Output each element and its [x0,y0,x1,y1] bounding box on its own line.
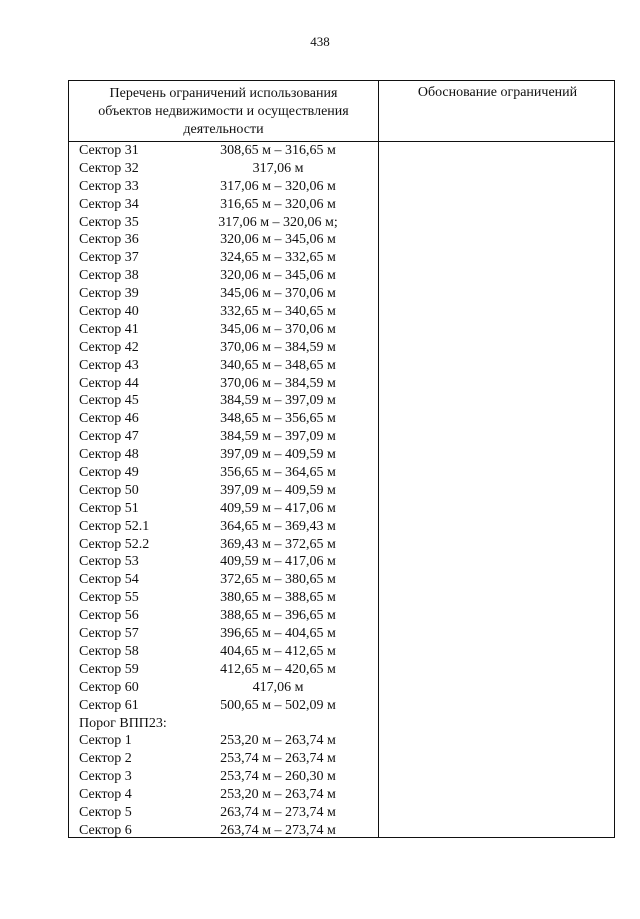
row-range: 397,09 м – 409,59 м [220,482,336,498]
row-label: Сектор 51 [79,500,139,516]
row-label: Сектор 52.2 [79,536,150,552]
table-row [79,178,375,196]
row-label: Сектор 5 [79,804,132,820]
row-label: Сектор 42 [79,339,139,355]
row-label: Сектор 4 [79,787,132,803]
row-range: 370,06 м – 384,59 м [220,339,336,355]
row-range: 412,65 м – 420,65 м [220,661,336,677]
table-row [79,285,375,303]
table-row [79,786,375,804]
row-range: 370,06 м – 384,59 м [220,375,336,391]
table-row [79,375,375,393]
table-row [79,321,375,339]
table-row [79,625,375,643]
table-row [79,697,375,715]
table-row [79,661,375,679]
header-left-line: объектов недвижимости и осуществления [98,104,349,119]
row-label: Сектор 1 [79,733,132,749]
row-range: 356,65 м – 364,65 м [220,465,336,481]
table-row [79,482,375,500]
row-label: Сектор 45 [79,393,139,409]
table-row [79,410,375,428]
header-restrictions-list [69,81,378,139]
row-label: Сектор 60 [79,679,139,695]
table-row [79,518,375,536]
table-row [79,715,375,733]
row-label: Сектор 32 [79,160,139,176]
row-label: Сектор 36 [79,232,139,248]
row-label: Сектор 40 [79,304,139,320]
table-row [79,643,375,661]
row-label: Сектор 37 [79,250,139,266]
column-divider [378,81,379,837]
row-range: 388,65 м – 396,65 м [220,608,336,624]
row-label: Сектор 44 [79,375,139,391]
row-label: Сектор 52.1 [79,518,150,534]
table-row [79,500,375,518]
row-label: Сектор 34 [79,196,139,212]
table-row [79,679,375,697]
row-label: Сектор 3 [79,769,132,785]
table-row [79,750,375,768]
row-range: 253,20 м – 263,74 м [220,787,336,803]
row-label: Порог ВПП23: [79,715,167,731]
row-label: Сектор 39 [79,286,139,302]
row-range: 372,65 м – 380,65 м [220,572,336,588]
row-label: Сектор 56 [79,608,139,624]
table-row [79,553,375,571]
row-range: 317,06 м – 320,06 м [220,178,336,194]
table-row [79,822,375,840]
table-row [79,589,375,607]
row-range: 253,74 м – 260,30 м [220,769,336,785]
row-label: Сектор 57 [79,626,139,642]
table-row [79,804,375,822]
table-row [79,142,375,160]
table-row [79,768,375,786]
table-row [79,214,375,232]
table-row [79,428,375,446]
row-range: 253,20 м – 263,74 м [220,733,336,749]
table-row [79,160,375,178]
table-row [79,536,375,554]
row-label: Сектор 50 [79,482,139,498]
row-range: 409,59 м – 417,06 м [220,554,336,570]
row-range: 397,09 м – 409,59 м [220,447,336,463]
row-label: Сектор 49 [79,465,139,481]
row-range: 396,65 м – 404,65 м [220,626,336,642]
row-range: 317,06 м [252,160,304,176]
row-label: Сектор 35 [79,214,139,230]
row-range: 324,65 м – 332,65 м [220,250,336,266]
row-label: Сектор 38 [79,268,139,284]
row-label: Сектор 43 [79,357,139,373]
row-range: 263,74 м – 273,74 м [220,822,336,838]
table-row [79,464,375,482]
row-range: 380,65 м – 388,65 м [220,590,336,606]
row-range: 332,65 м – 340,65 м [220,304,336,320]
row-range: 320,06 м – 345,06 м [220,232,336,248]
header-left-line: деятельности [183,122,264,137]
row-label: Сектор 6 [79,822,132,838]
row-range: 417,06 м [252,679,304,695]
row-label: Сектор 41 [79,321,139,337]
row-range: 409,59 м – 417,06 м [220,500,336,516]
table-row [79,303,375,321]
row-range: 500,65 м – 502,09 м [220,697,336,713]
row-range: 384,59 м – 397,09 м [220,429,336,445]
row-label: Сектор 2 [79,751,132,767]
row-label: Сектор 58 [79,643,139,659]
row-range: 320,06 м – 345,06 м [220,268,336,284]
header-justification: Обоснование ограничений [417,85,578,100]
table-row [79,607,375,625]
table-row [79,196,375,214]
row-label: Сектор 46 [79,411,139,427]
row-label: Сектор 55 [79,590,139,606]
row-range: 348,65 м – 356,65 м [220,411,336,427]
row-range: 345,06 м – 370,06 м [220,321,336,337]
row-range: 316,65 м – 320,06 м [220,196,336,212]
table-row [79,231,375,249]
row-label: Сектор 33 [79,178,139,194]
row-label: Сектор 47 [79,429,139,445]
row-range: 364,65 м – 369,43 м [220,518,336,534]
row-range: 317,06 м – 320,06 м; [218,214,338,230]
row-range: 263,74 м – 273,74 м [220,804,336,820]
row-range: 253,74 м – 263,74 м [220,751,336,767]
row-label: Сектор 48 [79,447,139,463]
row-range: 340,65 м – 348,65 м [220,357,336,373]
row-range: 384,59 м – 397,09 м [220,393,336,409]
row-label: Сектор 53 [79,554,139,570]
restrictions-table [68,80,615,838]
table-row [79,732,375,750]
row-range: 404,65 м – 412,65 м [220,643,336,659]
row-label: Сектор 61 [79,697,139,713]
table-row [79,357,375,375]
table-row [79,446,375,464]
row-range: 308,65 м – 316,65 м [220,143,336,158]
table-row [79,339,375,357]
row-label: Сектор 54 [79,572,139,588]
table-row [79,392,375,410]
row-range: 345,06 м – 370,06 м [220,286,336,302]
table-rows [79,142,375,840]
table-row [79,249,375,267]
header-left-line: Перечень ограничений использования [109,86,338,101]
row-label: Сектор 31 [79,143,139,158]
row-range: 369,43 м – 372,65 м [220,536,336,552]
table-row [79,571,375,589]
page-number: 438 [310,34,330,49]
row-label: Сектор 59 [79,661,139,677]
table-row [79,267,375,285]
